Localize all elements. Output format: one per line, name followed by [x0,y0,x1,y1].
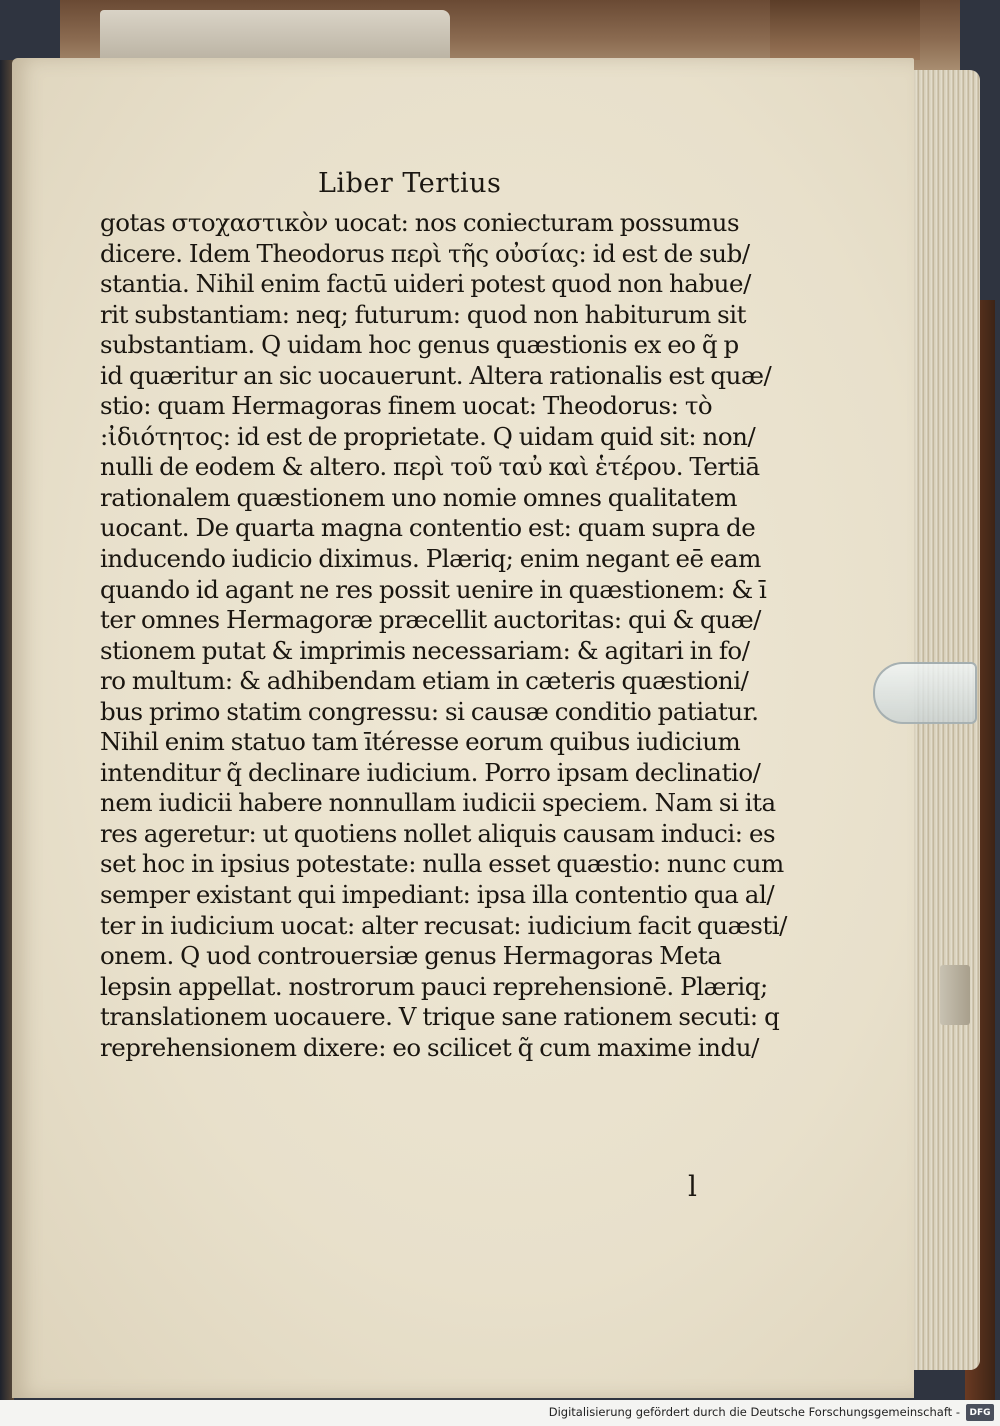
text-line: rit substantiam: neq; futurum: quod non habiturum sit [100,299,747,329]
text-line: stio: quam Hermagoras finem uocat: Theodorus: τὸ [100,391,713,421]
text-line: uocant. De quarta magna contentio est: quam supra de [100,513,756,543]
text-line: inducendo iudicio diximus. Plæriq; enim negant eē eam [100,544,761,574]
text-line: nem iudicii habere nonnullam iudicii speciem. Nam si ita [100,788,776,818]
text-line: reprehensionem dixere: eo scilicet q̃ cum maxime indu/ [100,1032,759,1062]
text-line: bus primo statim congressu: si causæ conditio patiatur. [100,696,759,726]
text-line: ter in iudicium uocat: alter recusat: iudicium facit quæsti/ [100,910,787,940]
text-line: semper existant qui impediant: ipsa illa contentio qua al/ [100,880,775,910]
text-line: lepsin appellat. nostrorum pauci reprehensionē. Plæriq; [100,971,768,1001]
text-line: rationalem quæstionem uno nomie omnes qualitatem [100,482,738,512]
text-line: :ἰδιότητος: id est de proprietate. Q uidam quid sit: non/ [100,421,756,451]
page-clip [873,662,977,724]
text-line: stionem putat & imprimis necessariam: & agitari in fo/ [100,635,750,665]
text-line: translationem uocauere. V trique sane rationem secuti: q [100,1002,780,1032]
text-line: onem. Q uod controuersiæ genus Hermagoras Meta [100,941,722,971]
page-tab-marker [940,965,970,1025]
text-line: intenditur q̃ declinare iudicium. Porro ipsam declinatio/ [100,757,761,787]
signature-mark: l [688,1170,697,1203]
footer-credit: Digitalisierung gefördert durch die Deutsche Forschungsgemeinschaft - [548,1405,960,1419]
text-line: ter omnes Hermagoræ præcellit auctoritas: qui & quæ/ [100,605,761,635]
text-line: res ageretur: ut quotiens nollet aliquis causam induci: es [100,818,776,848]
text-line: gotas στοχαστικὸν uocat: nos coniecturam possumus [100,208,740,237]
footer-bar [0,1400,1000,1426]
text-line: nulli de eodem & altero. περὶ τοῦ ταὐ καὶ ἑτέρου. Tertiā [100,452,760,482]
binding-cloth-strip [100,10,450,65]
text-line: stantia. Nihil enim factū uideri potest quod non habue/ [100,269,751,299]
text-line: set hoc in ipsius potestate: nulla esset quæstio: nunc cum [100,849,784,879]
running-head: Liber Tertius [318,168,502,199]
binding-top-tab [770,0,920,60]
text-line: Nihil enim statuo tam ītéresse eorum quibus iudicium [100,727,741,757]
text-block [100,208,787,1063]
text-line: substantiam. Q uidam hoc genus quæstionis ex eo q̃ p [100,330,739,360]
text-line: ro multum: & adhibendam etiam in cæteris quæstioni/ [100,666,749,696]
text-line: quando id agant ne res possit uenire in quæstionem: & ī [100,574,767,604]
text-line: dicere. Idem Theodorus περὶ τῆς οὐσίας: id est de sub/ [100,238,750,268]
text-line: id quæritur an sic uocauerunt. Altera rationalis est quæ/ [100,360,772,390]
dfg-logo: DFG [966,1404,994,1421]
